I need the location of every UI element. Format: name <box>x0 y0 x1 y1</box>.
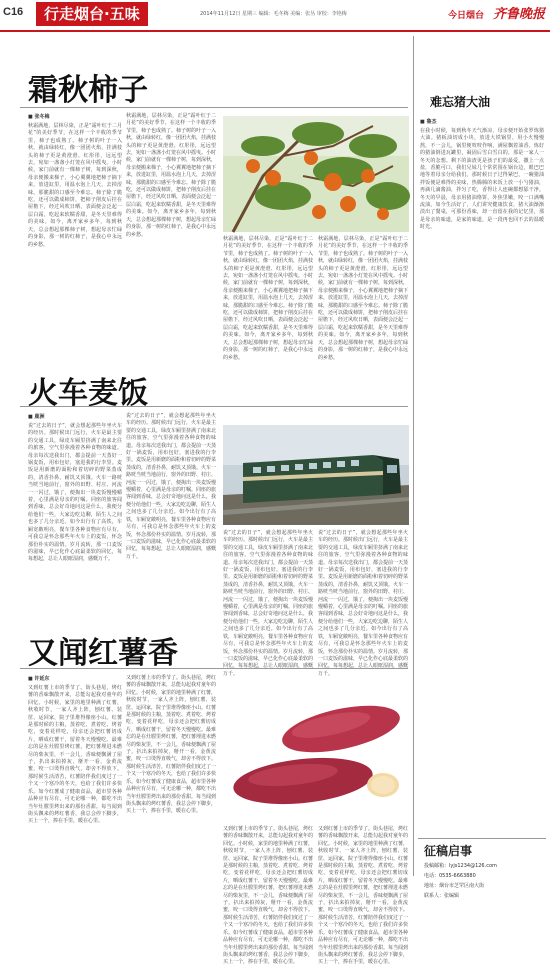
footer-rule <box>418 838 546 839</box>
persimmon-body-col4: 秋霜满地，层林尽染，正是“霜叶红于二月花”的美好季节，在这样一个丰收的季节里，柿子也成熟了。柿子树的叶子一入秋，就由绿转红，像一团团火焰，挂满枝头的柿子更是黄澄澄、红彤彤，远远望去，宛如一盏盏小灯笼在风中摇曳。小时候，家门前就有一棵柿子树，每到深秋，母亲便搬来梯子，小心翼翼地把柿子摘下来，放进缸里，用温水泡上几天，去掉涩味，那脆甜的口感至今难忘。柿子除了脆吃，还可以做成柿饼，把柿子削皮后挂在屋檐下，经过风吹日晒，表面便会泛起一层白霜，吃起来软糯香甜，是冬天里难得的美味。如今，离开家乡多年，每到秋天，总会想起那棵柿子树，想起母亲忙碌的身影，那一树的红柿子，是我心中永远的乡愁。 <box>318 236 409 361</box>
call-for-papers-line: 地址：烟台市芝罘区南大街 <box>424 883 485 889</box>
persimmon-tree-photo <box>223 116 409 232</box>
call-for-papers-line: 联系人：张编辑 <box>424 893 460 899</box>
train-photo <box>223 425 409 525</box>
column-divider <box>413 36 414 876</box>
train-body-col1: 说“过去的日子”，就会想起那些年坐火车的经历。那时候出门远行，火车是最主要的交通工具，绿皮车厢里挤满了南来北往的旅客，空气里弥漫着各种食物的味道。母亲每次送我出门，都会提前一天蒸好一锅麦饭，用布包好，塞进我的行李里。麦饭是用新磨的面粉和着切碎的野菜蒸成的，清香扑鼻，耐饥又顶饿。火车一路咣当咣当地前行，窗外的田野、村庄、河流一一闪过，饿了，便掏出一块麦饭慢慢嚼着，心里满是母亲的叮嘱。同座的旅客闻到香味，总会好奇地问这是什么，我便分给他们一些，大家边吃边聊，陌生人之间也多了几分亲近。如今出行有了高铁，车厢宽敞明亮，餐车里各种食物应有尽有，可我总是怀念那些年火车上的麦饭，怀念那份朴实的温情。岁月流转，那一口麦饭的滋味，早已化作心底最柔软的回忆，每每想起，总让人眼眶湿润，感慨万千。 <box>28 423 122 563</box>
lard-byline: ■ 鲁杰 <box>420 119 437 125</box>
persimmon-title: 霜秋柿子 <box>28 73 148 108</box>
page-code: C16 <box>3 6 24 18</box>
sweet-potato-body-col2: 又到红薯上市的季节了。街头巷尾，烤红薯的香味飘散开来，总能勾起我对童年的回忆。小时候，家里的地里种满了红薯，秋收时节，一家人齐上阵，刨红薯、装筐、运回家，院子里堆得像座小山。红薯是那时候的主粮，蒸着吃、煮着吃、烤着吃，变着花样吃，母亲还会把红薯切成片，晒成红薯干，留着冬天慢慢吃。最难忘的是在灶膛里烤红薯，把红薯埋进未燃尽的柴灰里，不一会儿，香味便飘满了屋子，扒出来拍掉灰，掰开一看，金黄流蜜，咬一口烫得直吸气，却舍不得放下。那时候生活清苦，红薯陪伴我们度过了一个又一个寒冷的冬天，也给了我们许多快乐。如今红薯成了健康食品，超市里各种品种应有尽有，可无论哪一种，都吃不出当年灶膛里烤出来的那份香甜。每当闻到街头飘来的烤红薯香，我总会停下脚步，买上一个，捧在手里，暖在心里。 <box>126 675 217 815</box>
sweet-potato-body-col3: 又到红薯上市的季节了。街头巷尾，烤红薯的香味飘散开来，总能勾起我对童年的回忆。小时候，家里的地里种满了红薯，秋收时节，一家人齐上阵，刨红薯、装筐、运回家，院子里堆得像座小山。红薯是那时候的主粮，蒸着吃、煮着吃、烤着吃，变着花样吃，母亲还会把红薯切成片，晒成红薯干，留着冬天慢慢吃。最难忘的是在灶膛里烤红薯，把红薯埋进未燃尽的柴灰里，不一会儿，香味便飘满了屋子，扒出来拍掉灰，掰开一看，金黄流蜜，咬一口烫得直吸气，却舍不得放下。那时候生活清苦，红薯陪伴我们度过了一个又一个寒冷的冬天，也给了我们许多快乐。如今红薯成了健康食品，超市里各种品种应有尽有，可无论哪一种，都吃不出当年灶膛里烤出来的那份香甜。每当闻到街头飘来的烤红薯香，我总会停下脚步，买上一个，捧在手里，暖在心里。 <box>223 826 314 966</box>
train-body-col4: 说“过去的日子”，就会想起那些年坐火车的经历。那时候出门远行，火车是最主要的交通工具，绿皮车厢里挤满了南来北往的旅客，空气里弥漫着各种食物的味道。母亲每次送我出门，都会提前一天蒸好一锅麦饭，用布包好，塞进我的行李里。麦饭是用新磨的面粉和着切碎的野菜蒸成的，清香扑鼻，耐饥又顶饿。火车一路咣当咣当地前行，窗外的田野、村庄、河流一一闪过，饿了，便掏出一块麦饭慢慢嚼着，心里满是母亲的叮嘱。同座的旅客闻到香味，总会好奇地问这是什么，我便分给他们一些，大家边吃边聊，陌生人之间也多了几分亲近。如今出行有了高铁，车厢宽敞明亮，餐车里各种食物应有尽有，可我总是怀念那些年火车上的麦饭，怀念那份朴实的温情。岁月流转，那一口麦饭的滋味，早已化作心底最柔软的回忆，每每想起，总让人眼眶湿润，感慨万千。 <box>318 530 409 677</box>
sweet-potato-body-col1: 又到红薯上市的季节了。街头巷尾，烤红薯的香味飘散开来，总能勾起我对童年的回忆。小时候，家里的地里种满了红薯，秋收时节，一家人齐上阵，刨红薯、装筐、运回家，院子里堆得像座小山。红薯是那时候的主粮，蒸着吃、煮着吃、烤着吃，变着花样吃，母亲还会把红薯切成片，晒成红薯干，留着冬天慢慢吃。最难忘的是在灶膛里烤红薯，把红薯埋进未燃尽的柴灰里，不一会儿，香味便飘满了屋子，扒出来拍掉灰，掰开一看，金黄流蜜，咬一口烫得直吸气，却舍不得放下。那时候生活清苦，红薯陪伴我们度过了一个又一个寒冷的冬天，也给了我们许多快乐。如今红薯成了健康食品，超市里各种品种应有尽有，可无论哪一种，都吃不出当年灶膛里烤出来的那份香甜。每当闻到街头飘来的烤红薯香，我总会停下脚步，买上一个，捧在手里，暖在心里。 <box>28 685 122 825</box>
persimmon-byline: ■ 张冬梅 <box>28 114 50 120</box>
train-body-col3: 说“过去的日子”，就会想起那些年坐火车的经历。那时候出门远行，火车是最主要的交通工具，绿皮车厢里挤满了南来北往的旅客，空气里弥漫着各种食物的味道。母亲每次送我出门，都会提前一天蒸好一锅麦饭，用布包好，塞进我的行李里。麦饭是用新磨的面粉和着切碎的野菜蒸成的，清香扑鼻，耐饥又顶饿。火车一路咣当咣当地前行，窗外的田野、村庄、河流一一闪过，饿了，便掏出一块麦饭慢慢嚼着，心里满是母亲的叮嘱。同座的旅客闻到香味，总会好奇地问这是什么，我便分给他们一些，大家边吃边聊，陌生人之间也多了几分亲近。如今出行有了高铁，车厢宽敞明亮，餐车里各种食物应有尽有，可我总是怀念那些年火车上的麦饭，怀念那份朴实的温情。岁月流转，那一口麦饭的滋味，早已化作心底最柔软的回忆，每每想起，总让人眼眶湿润，感慨万千。 <box>223 530 314 677</box>
brand-name: 今日烟台 <box>448 11 485 21</box>
issue-meta: 2014年11月12日 星期三 编辑：毛冬梅 美编：张丛 审校：李艳梅 <box>200 11 347 17</box>
persimmon-body-col1: 秋霜满地，层林尽染，正是“霜叶红于二月花”的美好季节，在这样一个丰收的季节里，柿子也成熟了。柿子树的叶子一入秋，就由绿转红，像一团团火焰，挂满枝头的柿子更是黄澄澄、红彤彤，远远望去，宛如一盏盏小灯笼在风中摇曳。小时候，家门前就有一棵柿子树，每到深秋，母亲便搬来梯子，小心翼翼地把柿子摘下来，放进缸里，用温水泡上几天，去掉涩味，那脆甜的口感至今难忘。柿子除了脆吃，还可以做成柿饼，把柿子削皮后挂在屋檐下，经过风吹日晒，表面便会泛起一层白霜，吃起来软糯香甜，是冬天里难得的美味。如今，离开家乡多年，每到秋天，总会想起那棵柿子树，想起母亲忙碌的身影，那一树的红柿子，是我心中永远的乡愁。 <box>28 123 122 248</box>
section-title: 行走烟台·五味 <box>36 2 148 26</box>
train-byline: ■ 鹿洲 <box>28 414 45 420</box>
train-rule <box>20 406 408 407</box>
newspaper-logo: 齐鲁晚报 <box>493 7 546 22</box>
call-for-papers-line: 投稿邮箱：lyjs1234@126.com <box>424 863 497 869</box>
persimmon-rule <box>20 107 408 108</box>
persimmon-body-col3: 秋霜满地，层林尽染，正是“霜叶红于二月花”的美好季节，在这样一个丰收的季节里，柿子也成熟了。柿子树的叶子一入秋，就由绿转红，像一团团火焰，挂满枝头的柿子更是黄澄澄、红彤彤，远远望去，宛如一盏盏小灯笼在风中摇曳。小时候，家门前就有一棵柿子树，每到深秋，母亲便搬来梯子，小心翼翼地把柿子摘下来，放进缸里，用温水泡上几天，去掉涩味，那脆甜的口感至今难忘。柿子除了脆吃，还可以做成柿饼，把柿子削皮后挂在屋檐下，经过风吹日晒，表面便会泛起一层白霜，吃起来软糯香甜，是冬天里难得的美味。如今，离开家乡多年，每到秋天，总会想起那棵柿子树，想起母亲忙碌的身影，那一树的红柿子，是我心中永远的乡愁。 <box>223 236 314 361</box>
train-title: 火车麦饭 <box>28 376 148 411</box>
sweet-potato-byline: ■ 许延东 <box>28 676 50 682</box>
lard-body: 在我小时候，每到秋冬天气渐凉，母亲便开始张罗炼猪大油。猪板油切成小块，放进大铁锅里，用小火慢慢熬，不一会儿，锅里便吱吱作响，满屋飘着油香。炼好的猪油倒进瓦罐里，凝固后雪白雪白的，那是一家人一冬天的念想。剩下的油渣更是孩子们的最爱，撒上一点盐，香脆可口，我们兄妹几个常常围在锅台边，眼巴巴地等着母亲分给我们。那时候日子过得紧巴，一碗猪油拌饭便是难得的美味，热腾腾的米饭上放一小勺猪油，再滴几滴酱油，拌匀了吃，香得让人连碗都想舔干净。冬天的早晨，母亲用猪油烙饼，外焦里嫩，咬一口满嘴流油。如今生活好了，人们讲究健康饮食，猪大油渐渐淡出了餐桌，可那份香味，却一直留在我的记忆里，那是母亲的味道，是家的味道，是一段再也回不去的温暖时光。 <box>420 128 544 231</box>
lard-title: 难忘猪大油 <box>430 95 491 109</box>
sweet-potato-body-col4: 又到红薯上市的季节了。街头巷尾，烤红薯的香味飘散开来，总能勾起我对童年的回忆。小时候，家里的地里种满了红薯，秋收时节，一家人齐上阵，刨红薯、装筐、运回家，院子里堆得像座小山。红薯是那时候的主粮，蒸着吃、煮着吃、烤着吃，变着花样吃，母亲还会把红薯切成片，晒成红薯干，留着冬天慢慢吃。最难忘的是在灶膛里烤红薯，把红薯埋进未燃尽的柴灰里，不一会儿，香味便飘满了屋子，扒出来拍掉灰，掰开一看，金黄流蜜，咬一口烫得直吸气，却舍不得放下。那时候生活清苦，红薯陪伴我们度过了一个又一个寒冷的冬天，也给了我们许多快乐。如今红薯成了健康食品，超市里各种品种应有尽有，可无论哪一种，都吃不出当年灶膛里烤出来的那份香甜。每当闻到街头飘来的烤红薯香，我总会停下脚步，买上一个，捧在手里，暖在心里。 <box>318 826 409 966</box>
persimmon-body-col2: 秋霜满地，层林尽染，正是“霜叶红于二月花”的美好季节，在这样一个丰收的季节里，柿子也成熟了。柿子树的叶子一入秋，就由绿转红，像一团团火焰，挂满枝头的柿子更是黄澄澄、红彤彤，远远望去，宛如一盏盏小灯笼在风中摇曳。小时候，家门前就有一棵柿子树，每到深秋，母亲便搬来梯子，小心翼翼地把柿子摘下来，放进缸里，用温水泡上几天，去掉涩味，那脆甜的口感至今难忘。柿子除了脆吃，还可以做成柿饼，把柿子削皮后挂在屋檐下，经过风吹日晒，表面便会泛起一层白霜，吃起来软糯香甜，是冬天里难得的美味。如今，离开家乡多年，每到秋天，总会想起那棵柿子树，想起母亲忙碌的身影，那一树的红柿子，是我心中永远的乡愁。 <box>126 113 217 238</box>
train-body-col2: 说“过去的日子”，就会想起那些年坐火车的经历。那时候出门远行，火车是最主要的交通工具，绿皮车厢里挤满了南来北往的旅客，空气里弥漫着各种食物的味道。母亲每次送我出门，都会提前一天蒸好一锅麦饭，用布包好，塞进我的行李里。麦饭是用新磨的面粉和着切碎的野菜蒸成的，清香扑鼻，耐饥又顶饿。火车一路咣当咣当地前行，窗外的田野、村庄、河流一一闪过，饿了，便掏出一块麦饭慢慢嚼着，心里满是母亲的叮嘱。同座的旅客闻到香味，总会好奇地问这是什么，我便分给他们一些，大家边吃边聊，陌生人之间也多了几分亲近。如今出行有了高铁，车厢宽敞明亮，餐车里各种食物应有尽有，可我总是怀念那些年火车上的麦饭，怀念那份朴实的温情。岁月流转，那一口麦饭的滋味，早已化作心底最柔软的回忆，每每想起，总让人眼眶湿润，感慨万千。 <box>126 413 217 560</box>
sweet-potato-title: 又闻红薯香 <box>28 636 178 671</box>
call-for-papers-title: 征稿启事 <box>424 844 473 858</box>
call-for-papers-line: 电话：0535-6663880 <box>424 873 476 879</box>
sweet-potato-photo <box>223 685 409 819</box>
sweet-potato-rule <box>20 668 408 669</box>
